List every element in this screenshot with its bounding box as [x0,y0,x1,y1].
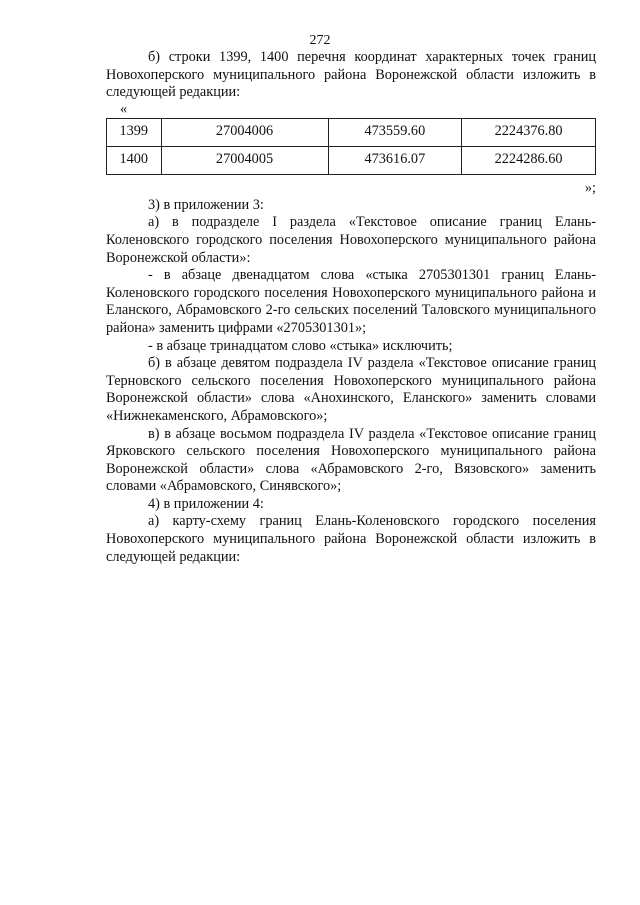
quote-open-mark: « [120,100,128,117]
paragraph: в) в абзаце восьмом подраздела IV раздела «Текстовое описание границ Ярковского сельского поселения Новохоперского муниципального района Воронежской области» слова «Абрамовского 2-го, Вязовского» заменить словами «Абрамовского, Синявского»; [106,425,596,495]
intro-paragraph: б) строки 1399, 1400 перечня координат характерных точек границ Новохоперского муниципального района Воронежской области изложить в следующей редакции: [106,49,596,101]
paragraph: - в абзаце тринадцатом слово «стыка» исключить; [148,337,453,354]
table-cell: 27004005 [161,146,328,174]
document-body [106,49,596,566]
table-cell: 27004006 [161,118,328,146]
page-number: 272 [309,33,331,48]
paragraphs [106,197,596,566]
table-row [107,118,596,146]
table-row [107,146,596,174]
table-cell: 1399 [107,118,162,146]
paragraph: а) карту-схему границ Елань-Коленовского городского поселения Новохоперского муниципального района Воронежской области изложить в следующей редакции: [106,513,596,565]
paragraph: б) в абзаце девятом подраздела IV раздела «Текстовое описание границ Терновского сельского поселения Новохоперского муниципального района Воронежской области» слова «Анохинского, Еланского» заменить словами «Нижнекаменского, Абрамовского»; [106,355,596,424]
table-cell: 1400 [107,146,162,174]
table-cell: 2224376.80 [462,118,596,146]
table-cell: 2224286.60 [462,146,596,174]
coordinates-table [106,118,596,175]
table-cell: 473559.60 [328,118,462,146]
quote-close-mark: »; [584,179,596,196]
paragraph: 4) в приложении 4: [148,495,264,512]
table-cell: 473616.07 [328,146,462,174]
paragraph: а) в подразделе I раздела «Текстовое описание границ Елань-Коленовского городского поселения Новохоперского муниципального района Воронежской области»: [106,214,596,266]
paragraph: 3) в приложении 3: [148,196,264,213]
paragraph: - в абзаце двенадцатом слова «стыка 2705301301 границ Елань-Коленовского городского поселения Новохоперского муниципального района и Еланского, Абрамовского 2-го сельских поселений Таловского муниципального района» заменить цифрами «2705301301»; [106,267,596,336]
